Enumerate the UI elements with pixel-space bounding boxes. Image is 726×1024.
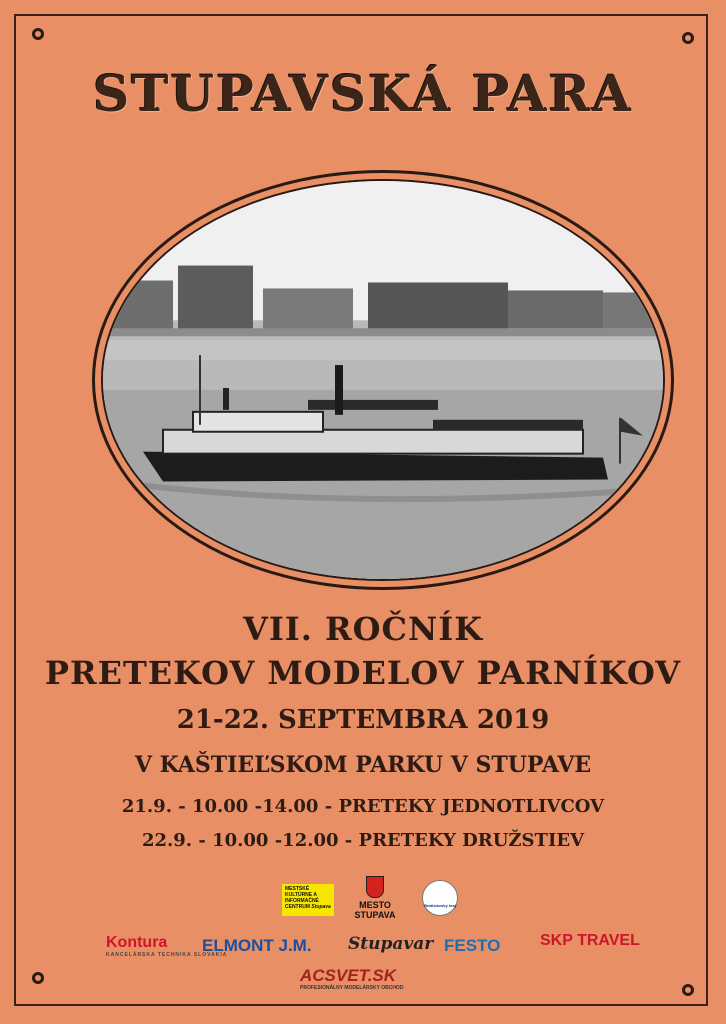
rivet-bottom-right: [682, 984, 694, 996]
festo-logo: FESTO: [444, 936, 501, 955]
steamboat-photo-image: [103, 181, 663, 579]
kontura-logo-subtext: KANCELÁRSKA TECHNIKA SLOVAKIA: [106, 952, 228, 958]
schedule-line-2: 22.9. - 10.00 -12.00 - PRETEKY DRUŽSTIEV: [141, 830, 585, 851]
edition-line: VII. ROČNÍK: [242, 610, 483, 648]
stupavar-logo: Stupavar: [348, 934, 434, 954]
rivet-top-left: [32, 28, 44, 40]
bratislava-region-logo: [422, 880, 458, 916]
mesto-stupava-text: MESTO STUPAVA: [354, 900, 396, 920]
kontura-logo-text: Kontura: [106, 934, 168, 951]
mkic-logo: [282, 884, 334, 916]
steamboat-photo-frame: [92, 170, 674, 590]
rivet-top-right: [682, 32, 694, 44]
event-line: PRETEKOV MODELOV PARNÍKOV: [44, 654, 682, 692]
skp-logo-subtext: TRAVEL: [577, 932, 640, 949]
mkic-logo-text: MESTSKÉ KULTÚRNE A INFORMAČNÉ CENTRUM: [285, 886, 319, 910]
bratislava-region-text: Bratislavský kraj: [424, 903, 456, 908]
mkic-logo-city: Stupava: [311, 904, 331, 910]
skp-travel-logo: [540, 932, 640, 950]
acsvet-logo: [300, 966, 403, 991]
elmont-logo: ELMONT J.M.: [202, 936, 312, 955]
poster-title: STUPAVSKÁ PARA: [93, 64, 633, 123]
steamboat-photo: [101, 179, 665, 581]
date-line: 21-22. SEPTEMBRA 2019: [176, 705, 550, 735]
stupava-crest-icon: [366, 876, 384, 898]
skp-logo-text: SKP: [540, 932, 573, 949]
schedule-line-1: 21.9. - 10.00 -14.00 - PRETEKY JEDNOTLIVCOV: [121, 796, 605, 817]
venue-line: V KAŠTIEĽSKOM PARKU V STUPAVE: [134, 752, 592, 778]
mesto-stupava-logo: [350, 876, 400, 920]
rivet-bottom-left: [32, 972, 44, 984]
acsvet-logo-subtext: PROFESIONÁLNY MODELÁRSKY OBCHOD: [300, 985, 404, 991]
acsvet-logo-text: ACSVET.SK: [300, 966, 397, 985]
